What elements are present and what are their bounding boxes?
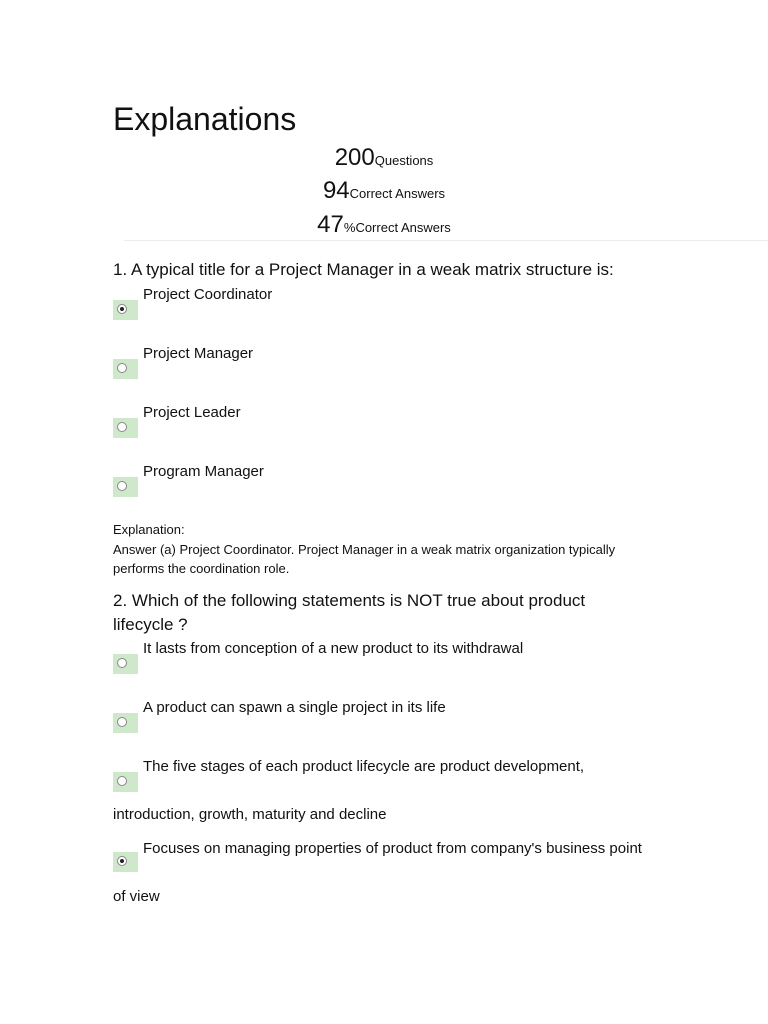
radio-button[interactable] xyxy=(113,359,138,379)
radio-checked-icon xyxy=(117,304,127,314)
option-label: Program Manager xyxy=(143,463,264,480)
radio-unchecked-icon xyxy=(117,481,127,491)
radio-unchecked-icon xyxy=(117,776,127,786)
stat-correct-answers xyxy=(0,177,768,205)
question-2-text: 2. Which of the following statements is NOT true about product lifecycle ? xyxy=(113,591,586,634)
option-label-continued: introduction, growth, maturity and decline xyxy=(113,806,387,823)
percent-label: Correct Answers xyxy=(355,220,451,235)
option-label-continued: of view xyxy=(113,888,160,905)
radio-button[interactable] xyxy=(113,713,138,733)
radio-unchecked-icon xyxy=(117,658,127,668)
explanation-text: Answer (a) Project Coordinator. Project Manager in a weak matrix organization typically performs the coordination role. xyxy=(113,541,616,576)
correct-label: Correct Answers xyxy=(349,186,446,201)
questions-label: Questions xyxy=(374,153,434,168)
option-label: Project Manager xyxy=(143,345,254,362)
stat-percent-correct xyxy=(0,211,768,239)
option-label: Project Leader xyxy=(143,404,241,421)
radio-button[interactable] xyxy=(113,772,138,792)
option-label: It lasts from conception of a new product to its withdrawal xyxy=(143,640,524,657)
correct-count: 94 xyxy=(322,177,350,204)
radio-button[interactable] xyxy=(113,418,138,438)
stat-questions xyxy=(0,144,768,172)
radio-checked-icon xyxy=(117,856,127,866)
option-label: A product can spawn a single project in its life xyxy=(143,699,446,716)
radio-unchecked-icon xyxy=(117,363,127,373)
option-label: Project Coordinator xyxy=(143,286,273,303)
divider xyxy=(124,240,768,241)
option-label: The five stages of each product lifecycle are product development, xyxy=(143,758,585,775)
radio-button[interactable] xyxy=(113,300,138,320)
radio-unchecked-icon xyxy=(117,717,127,727)
radio-unchecked-icon xyxy=(117,422,127,432)
explanation-heading: Explanation: xyxy=(113,522,185,537)
radio-button[interactable] xyxy=(113,477,138,497)
percent-value: 47 xyxy=(317,211,344,238)
radio-button[interactable] xyxy=(113,654,138,674)
page-title: Explanations xyxy=(113,101,297,137)
questions-count: 200 xyxy=(334,144,375,171)
option-label: Focuses on managing properties of product from company's business point xyxy=(143,840,642,857)
question-1-text: 1. A typical title for a Project Manager in a weak matrix structure is: xyxy=(113,260,614,279)
percent-sign: % xyxy=(343,220,356,235)
question-1-explanation xyxy=(113,520,633,579)
radio-button[interactable] xyxy=(113,852,138,872)
